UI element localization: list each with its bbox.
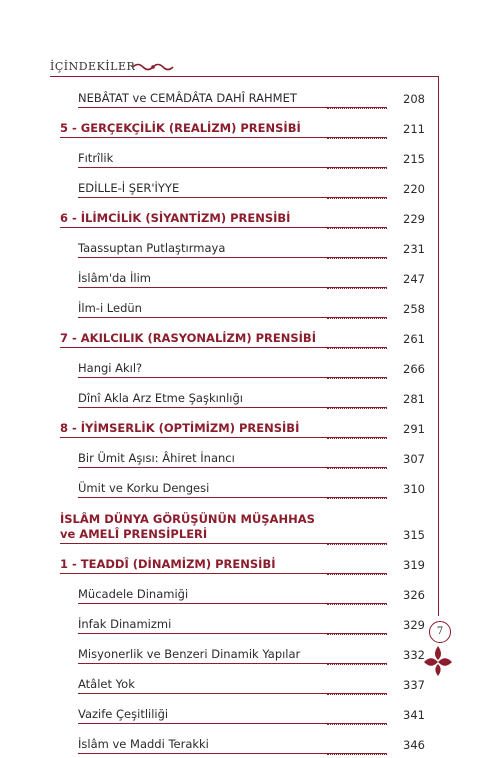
toc-entry-title: İnfak Dinamizmi [78,617,172,631]
toc-entry [60,232,425,262]
toc-entry-dots [327,694,387,695]
toc-entry-title: Bir Ümit Aşısı: Âhiret İnancı [78,451,235,465]
toc-entry-title: Atâlet Yok [78,677,135,691]
toc-entry-title: 8 - İYİMSERLİK (OPTİMİZM) PRENSİBİ [60,421,300,435]
toc-entry-title: NEBÂTAT ve CEMÂDÂTA DAHÎ RAHMET [78,91,297,105]
toc-entry-page: 261 [403,332,425,346]
toc-entry-title: 5 - GERÇEKÇİLİK (REALİZM) PRENSİBİ [60,121,301,135]
toc-section-entry [60,412,425,442]
toc-entry [60,698,425,728]
toc-entry-page: 315 [403,528,425,542]
toc-entry [60,728,425,758]
toc-entry [60,638,425,668]
toc-entry-page: 337 [403,678,425,692]
toc-section-entry [60,502,425,548]
toc-entry-page: 341 [403,708,425,722]
toc-entry [60,472,425,502]
toc-entry [60,578,425,608]
toc-entry-title: İlm-i Ledün [78,301,142,315]
toc-entry-dots [327,378,387,379]
toc-entry-page: 310 [403,482,425,496]
toc-entry [60,172,425,202]
toc-entry-dots [327,228,387,229]
toc-entry-title: 1 - TEADDÎ (DİNAMİZM) PRENSİBİ [60,557,276,571]
toc-entry-page: 211 [403,122,425,136]
toc-entry-dots [327,438,387,439]
toc-entry-dots [327,724,387,725]
toc-entry-dots [327,754,387,755]
toc-section-entry [60,202,425,232]
toc-entry-page: 247 [403,272,425,286]
frame-right-border [438,76,439,616]
toc-entry-dots [327,108,387,109]
toc-entry-title: Mücadele Dinamiği [78,587,189,601]
toc-entry [60,608,425,638]
toc-section-entry [60,322,425,352]
toc-entry-page: 281 [403,392,425,406]
toc-entry-dots [327,574,387,575]
toc-entry [60,352,425,382]
toc-entry-dots [327,168,387,169]
toc-entry-title: İslâm ve Maddi Terakki [78,737,209,751]
toc-entry-dots [327,634,387,635]
floral-ornament-icon [420,644,456,678]
toc-entry-dots [327,348,387,349]
table-of-contents [60,82,425,758]
toc-entry-page: 231 [403,242,425,256]
toc-entry-title: İslâm'da İlim [78,271,151,285]
toc-section-entry [60,112,425,142]
toc-entry-dots [327,258,387,259]
toc-entry [60,142,425,172]
toc-entry-dots [327,544,387,545]
page-header-title: İÇİNDEKİLER [50,60,136,73]
toc-entry-title: Ümit ve Korku Dengesi [78,481,210,495]
toc-entry-page: 266 [403,362,425,376]
toc-entry [60,262,425,292]
toc-entry-dots [327,138,387,139]
toc-entry [60,292,425,322]
toc-section-entry [60,548,425,578]
toc-entry-page: 258 [403,302,425,316]
toc-entry-title: 7 - AKILCILIK (RASYONALİZM) PRENSİBİ [60,331,316,345]
toc-entry [60,382,425,412]
toc-entry-page: 208 [403,92,425,106]
toc-entry-dots [327,318,387,319]
frame-top-border [50,76,438,77]
toc-entry-dots [327,604,387,605]
flourish-ornament-icon [132,62,174,72]
toc-entry-title: Fıtrîlik [78,151,114,165]
toc-entry-page: 291 [403,422,425,436]
toc-entry-page: 220 [403,182,425,196]
toc-entry-dots [327,408,387,409]
toc-entry-title: Vazife Çeşitliliği [78,707,169,721]
toc-entry-page: 332 [403,648,425,662]
toc-entry-title: EDİLLE-İ ŞER'İYYE [78,181,180,195]
toc-entry-title: 6 - İLİMCİLİK (SİYANTİZM) PRENSİBİ [60,211,291,225]
toc-entry [60,668,425,698]
toc-entry-dots [327,288,387,289]
toc-entry-title: Taassuptan Putlaştırmaya [78,241,226,255]
toc-entry-title: Misyonerlik ve Benzeri Dinamik Yapılar [78,647,301,661]
toc-entry-dots [327,198,387,199]
toc-entry-page: 329 [403,618,425,632]
toc-entry-title: İSLÂM DÜNYA GÖRÜŞÜNÜN MÜŞAHHAS ve AMELÎ PRENSİPLERİ [60,512,315,541]
toc-entry-dots [327,468,387,469]
toc-entry-title: Dînî Akla Arz Etme Şaşkınlığı [78,391,243,405]
toc-entry-page: 319 [403,558,425,572]
toc-entry-page: 307 [403,452,425,466]
page-number: 7 [429,621,451,643]
toc-entry [60,442,425,472]
toc-entry [60,82,425,112]
toc-entry-dots [327,664,387,665]
toc-entry-page: 215 [403,152,425,166]
toc-entry-title: Hangi Akıl? [78,361,143,375]
toc-entry-dots [327,498,387,499]
toc-entry-page: 229 [403,212,425,226]
toc-entry-page: 346 [403,738,425,752]
toc-entry-page: 326 [403,588,425,602]
